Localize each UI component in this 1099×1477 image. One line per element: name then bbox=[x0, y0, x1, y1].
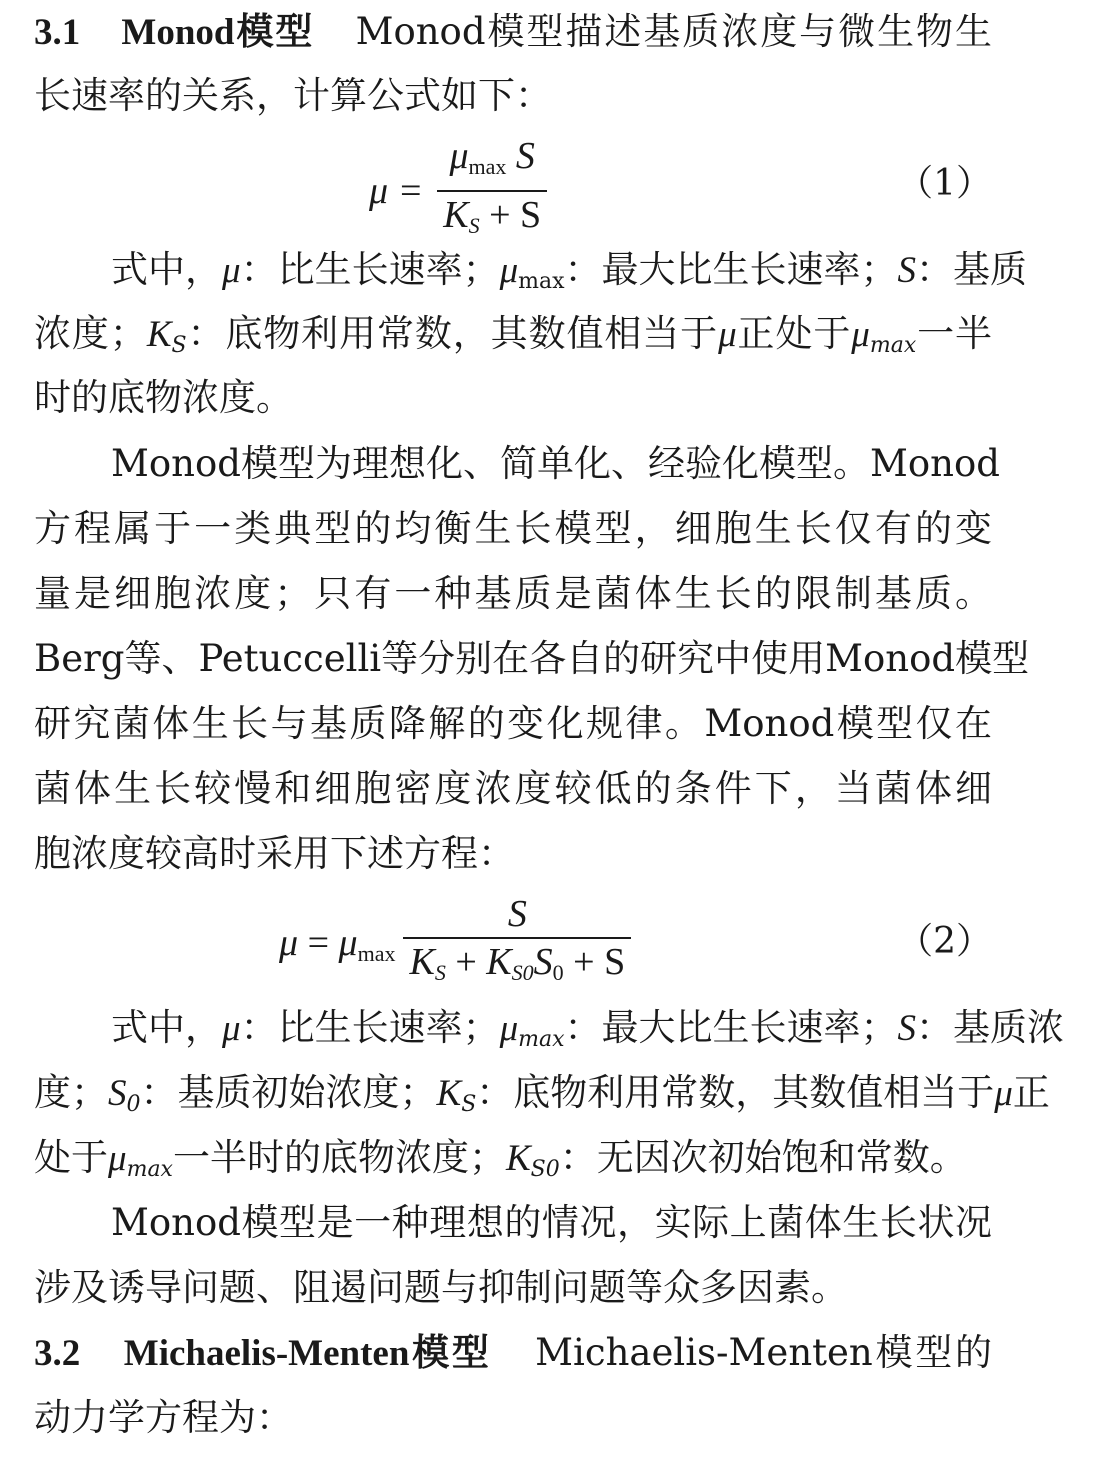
equation-1-numerator: $\mu_{max}$ S bbox=[449, 135, 535, 179]
paragraph-2-line-7: 胞浓度较高时采用下述方程： bbox=[34, 832, 515, 875]
section-3-1-number: 3.1 bbox=[34, 12, 81, 53]
paragraph-1-line-2: 浓度；KS：底物利用常数，其数值相当于μ正处于μmax一半 bbox=[34, 312, 993, 358]
equation-1-denominator: KS + S bbox=[443, 194, 542, 238]
equation-1-number: （1） bbox=[897, 163, 992, 204]
paragraph-3-line-1: 式中，μ：比生长速率；μmax：最大比生长速率；S：基质浓 bbox=[111, 1006, 1065, 1052]
paragraph-3-line-2: 度；S0：基质初始浓度；KS：底物利用常数，其数值相当于μ正 bbox=[34, 1071, 1050, 1117]
section-3-1-line-2: 长速率的关系，计算公式如下： bbox=[34, 74, 552, 117]
paragraph-1-line-1: 式中，μ：比生长速率；$\mu_{max}$：最大比生长速率；S：基质 bbox=[111, 248, 1028, 294]
equation-2-number: （2） bbox=[897, 921, 992, 962]
paragraph-2-line-5: 研究菌体生长与基质降解的变化规律。Monod模型仅在 bbox=[34, 702, 992, 745]
paragraph-2-line-6: 菌体生长较慢和细胞密度浓度较低的条件下，当菌体细 bbox=[34, 767, 992, 810]
section-3-2-text: Michaelis-Menten模型的 bbox=[535, 1331, 992, 1374]
equation-1 bbox=[34, 135, 992, 238]
section-3-1-title: Monod模型 bbox=[121, 12, 315, 53]
equation-1-fraction bbox=[437, 135, 547, 247]
section-3-2-line-2: 动力学方程为： bbox=[34, 1396, 293, 1439]
paragraph-2-line-4: Berg等、Petuccelli等分别在各自的研究中使用Monod模型 bbox=[34, 637, 1030, 680]
paragraph-1-line-3: 时的底物浓度。 bbox=[34, 376, 293, 419]
equation-2-fraction bbox=[403, 893, 631, 994]
section-3-1-text: Monod模型描述基质浓度与微生物生 bbox=[355, 10, 992, 53]
section-3-2-line-1 bbox=[34, 1329, 992, 1378]
paragraph-2-line-3: 量是细胞浓度；只有一种基质是菌体生长的限制基质。 bbox=[34, 572, 992, 615]
paragraph-4-line-2: 涉及诱导问题、阻遏问题与抑制问题等众多因素。 bbox=[34, 1266, 848, 1309]
equation-2-numerator: S bbox=[507, 893, 527, 935]
paragraph-4-line-1: Monod模型是一种理想的情况，实际上菌体生长状况 bbox=[111, 1201, 992, 1244]
section-3-2-title: Michaelis-Menten模型 bbox=[123, 1333, 492, 1374]
equation-2 bbox=[34, 893, 992, 983]
equation-1-lhs: μ = bbox=[369, 170, 424, 212]
section-3-2-number: 3.2 bbox=[34, 1333, 81, 1374]
paragraph-3-line-3: 处于μmax一半时的底物浓度；KS0：无因次初始饱和常数。 bbox=[34, 1136, 967, 1182]
paragraph-2-line-1: Monod模型为理想化、简单化、经验化模型。Monod bbox=[111, 442, 1000, 485]
section-3-1-line-1 bbox=[34, 8, 992, 57]
equation-2-lhs: $\mu = \mu_{max}$ bbox=[279, 921, 396, 966]
paragraph-2-line-2: 方程属于一类典型的均衡生长模型，细胞生长仅有的变 bbox=[34, 507, 992, 550]
equation-2-denominator: KS + $KS0S_0 + S$ bbox=[409, 941, 626, 985]
